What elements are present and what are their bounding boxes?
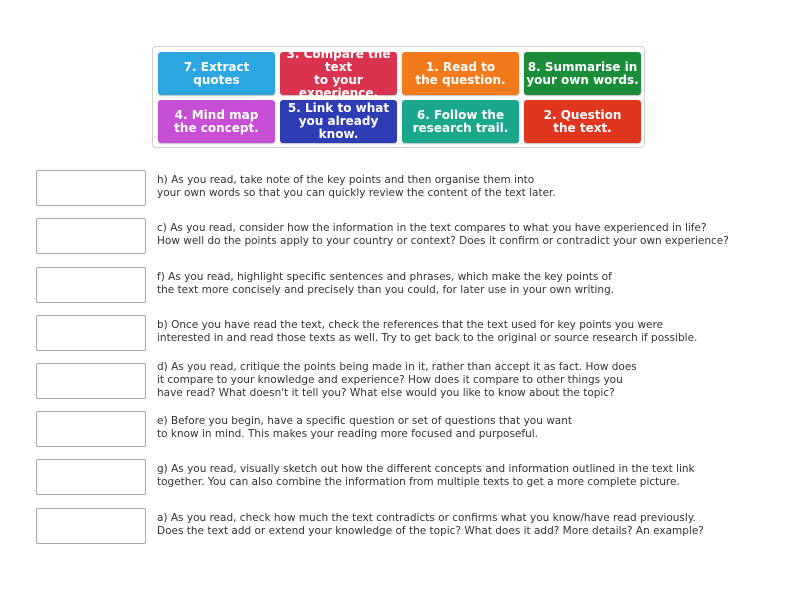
drop-zone[interactable] [36,315,146,351]
row-description: d) As you read, critique the points being made in it, rather than accept it as fact. How does it compare to your knowledge and experience? How does it compare to other things you have read? What doesn't it tell you? What else would you like to know about the topic? [157,361,637,399]
row-description: g) As you read, visually sketch out how the different concepts and information outlined in the text link together. You can also combine the information from multiple texts to get a more complete picture. [157,463,695,488]
drop-zone[interactable] [36,267,146,303]
row-description: h) As you read, take note of the key points and then organise them into your own words so that you can quickly review the content of the text later. [157,174,556,199]
tile-compare-experience[interactable]: 3. Compare the text to your experience. [280,52,397,95]
row-description: a) As you read, check how much the text contradicts or confirms what you know/have read previously. Does the text add or extend your knowledge of the topic? What does it add? More details? An example? [157,512,704,537]
tile-extract-quotes[interactable]: 7. Extract quotes [158,52,275,95]
drop-zone[interactable] [36,363,146,399]
drop-zone[interactable] [36,218,146,254]
tile-read-to-question[interactable]: 1. Read to the question. [402,52,519,95]
drop-zone[interactable] [36,459,146,495]
tile-question-text[interactable]: 2. Question the text. [524,100,641,143]
drop-zone[interactable] [36,411,146,447]
row-description: b) Once you have read the text, check the references that the text used for key points you were interested in and read those texts as well. Try to get back to the original or source research if possible. [157,319,698,344]
tile-research-trail[interactable]: 6. Follow the research trail. [402,100,519,143]
row-description: f) As you read, highlight specific sentences and phrases, which make the key points of the text more concisely and precisely than you could, for later use in your own writing. [157,271,615,296]
tile-mind-map[interactable]: 4. Mind map the concept. [158,100,275,143]
tile-link-known[interactable]: 5. Link to what you already know. [280,100,397,143]
row-description: e) Before you begin, have a specific question or set of questions that you want to know in mind. This makes your reading more focused and purposeful. [157,415,572,440]
drop-zone[interactable] [36,170,146,206]
drop-zone[interactable] [36,508,146,544]
tile-summarise[interactable]: 8. Summarise in your own words. [524,52,641,95]
answer-bank [152,46,645,148]
row-description: c) As you read, consider how the information in the text compares to what you have experienced in life? How well do the points apply to your country or context? Does it confirm or contradict your own experience? [157,222,729,247]
